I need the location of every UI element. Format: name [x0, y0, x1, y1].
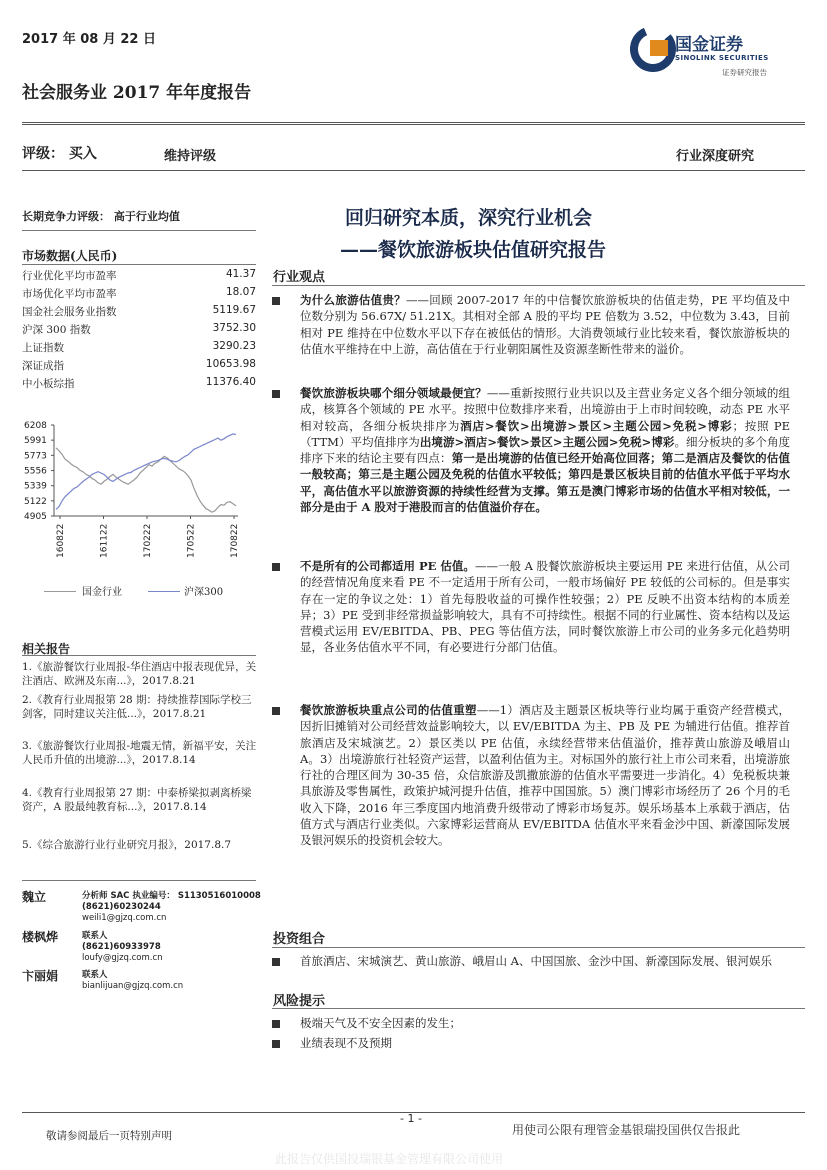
analyst-info — [82, 970, 183, 992]
related-report-item[interactable]: 2.《教育行业周报第 28 期：持续推荐国际学校三剑客，同时建议关注低...》，2017.8.21 — [22, 694, 252, 720]
series-line-industry — [56, 448, 236, 512]
long-term-rating: 长期竞争力评级： 高于行业均值 — [22, 210, 180, 223]
analyst-line: 联系人 — [82, 970, 108, 980]
footer-watermark: 此报告仅供国投瑞银基金管理有限公司使用 — [275, 1152, 504, 1166]
analyst-line: (8621)60933978 — [82, 942, 161, 952]
market-label: 市场优化平均市盈率 — [22, 288, 117, 300]
x-tick-label: 160822 — [56, 523, 66, 558]
related-report-item[interactable]: 5.《综合旅游行业行业研究月报》，2017.8.7 — [22, 839, 232, 851]
market-value: 10653.98 — [205, 358, 256, 370]
body-text: ——回顾 2007-2017 年的中信餐饮旅游板块的估值走势，PE 平均值及中位数分别为 56.67X/ 51.21X。其相对全部 A 股的平均 PE 倍数为 3.52，中位数为 3.43，目前相对 PE 维持在中位数水平以下存在被低估的情形。大消费领域行业比较来看，餐饮旅游板块的估值水平维持在中上游，高估值在于行业朝阳属性及资源垄断性带来的溢价。 — [300, 293, 791, 356]
market-label: 中小板综指 — [22, 378, 75, 390]
x-tick-label: 170822 — [230, 523, 240, 558]
bullet-icon — [272, 563, 280, 571]
emphasis-text: 第一是出境游的估值已经开始高位回落；第二是酒店及餐饮的估值一般较高；第三是主题公园及免税的估值水平较低；第四是景区板块目前的估值水平低于平均水平，高估值水平以旅游资源的持续性经营为支撑。第五是澳门博彩市场的估值水平相对较低，一部分是由于 A 股对于港股而言的估值溢价存在。 — [300, 451, 790, 515]
market-value: 11376.40 — [205, 376, 256, 388]
market-row — [22, 268, 256, 284]
analyst-line: (8621)60230244 — [82, 902, 161, 912]
body-text: 。细分板块的多个角度排序下来的结论主要有四点： — [300, 434, 790, 466]
section-title-portfolio: 投资组合 — [273, 932, 326, 947]
x-tick-label: 170222 — [143, 523, 153, 558]
emphasis-text: 酒店>餐饮>出境游>景区>主题公园>免税>博彩 — [460, 418, 733, 433]
emphasis-text: 出境游>酒店>餐饮>景区>主题公园>免税>博彩 — [419, 434, 675, 449]
market-label: 沪深 300 指数 — [22, 324, 91, 336]
market-value: 18.07 — [225, 286, 256, 298]
related-report-item[interactable]: 1.《旅游餐饮行业周报-华住酒店中报表现优异，关注酒店、欧洲及东南...》，2017.8.21 — [22, 661, 257, 687]
view-paragraph — [300, 292, 790, 357]
emphasis-text: 餐饮旅游板块重点公司的估值重塑 — [300, 703, 477, 717]
rating: 评级： 买入 — [22, 146, 97, 162]
market-row — [22, 322, 256, 338]
market-value: 5119.67 — [212, 304, 256, 316]
analyst-line: 联系人 — [82, 931, 108, 941]
section-divider — [272, 285, 805, 286]
analyst-divider — [22, 880, 256, 881]
market-row — [22, 286, 256, 302]
body-text: ——1）酒店及主题景区板块等行业均属于重资产经营模式，因折旧摊销对公司经营效益影响较大，以 EV/EBITDA 为主、PB 及 PE 为辅进行估值。推荐首旅酒店及宋城演艺。2）景区类以 PE 估值，永续经营带来估值溢价，推荐黄山旅游及峨眉山 A。3）出境游旅行社轻资产运营，以盈利估值为主。对标国外的旅行社上市公司来看，出境游旅行社的合理区间为 30-35 倍，众信旅游及凯撒旅游的估值水平需要进一步消化。4）免税板块兼具旅游及零售属性，政策护城河提升估值，推荐中国国旅。5）澳门博彩市场经历了 26 个月的毛收入下降，2016 年三季度国内地消费升级带动了博彩市场复苏。娱乐场基本上承载于酒店，估值方式与酒店行业类似。六家博彩运营商从 EV/EBITDA 估值水平来看金沙中国、新濠国际发展及银河娱乐的投资机会较大。 — [300, 703, 790, 848]
view-paragraph — [300, 385, 790, 515]
analyst-name: 魏立 — [22, 890, 47, 904]
chart-series — [56, 434, 236, 512]
legend-swatch-hs300 — [148, 591, 180, 592]
bullet-icon — [272, 1020, 280, 1028]
header-divider — [22, 122, 805, 123]
y-tick-label: 5339 — [24, 481, 47, 492]
bullet-icon — [272, 958, 280, 966]
analyst-name: 卞丽娟 — [22, 969, 59, 983]
market-row — [22, 304, 256, 320]
section-title-risk: 风险提示 — [273, 994, 326, 1009]
footer-disclaimer: 敬请参阅最后一页特别声明 — [46, 1130, 172, 1142]
chart-y-ticks — [24, 421, 54, 522]
report-type: 行业深度研究 — [676, 149, 755, 164]
risk-item: 极端天气及不安全因素的发生； — [300, 1016, 461, 1030]
x-tick-label: 170522 — [186, 523, 197, 558]
market-divider — [22, 264, 256, 265]
market-label: 国金社会服务业指数 — [22, 306, 117, 318]
legend-label: 沪深300 — [184, 587, 224, 598]
report-title: 社会服务业 2017 年年度报告 — [22, 83, 252, 103]
sinolink-logo-icon — [630, 26, 676, 72]
body-text: ——重新按照行业共识以及主营业务定义各个细分领域的组成，核算各个领域的 PE 水平。按照中位数排序来看，出境游由于上市时间较晚，动态 PE 水平相对较高，各细分板块排序为 — [300, 386, 791, 433]
market-label: 上证指数 — [22, 342, 64, 354]
section-divider — [272, 947, 805, 948]
header-divider-2 — [22, 124, 805, 125]
emphasis-text: 餐饮旅游板块哪个细分领域最便宜？ — [300, 386, 487, 400]
x-tick-label: 161122 — [99, 523, 110, 558]
portfolio-text: 首旅酒店、宋城演艺、黄山旅游、峨眉山 A、中国国旅、金沙中国、新濠国际发展、银河娱乐 — [300, 954, 772, 968]
bullet-icon — [272, 390, 280, 398]
market-value: 3752.30 — [212, 322, 256, 334]
chart-legend — [44, 583, 264, 599]
main-subtitle: ——餐饮旅游板块估值研究报告 — [340, 239, 607, 261]
view-paragraph — [300, 702, 790, 849]
legend-swatch-industry — [44, 591, 76, 592]
emphasis-text: 不是所有的公司都适用 PE 估值。 — [300, 559, 475, 573]
analyst-email[interactable]: loufy@gjzq.com.cn — [82, 953, 163, 963]
bullet-icon — [272, 707, 280, 715]
y-tick-label: 5122 — [24, 496, 47, 507]
main-title: 回归研究本质，深究行业机会 — [345, 207, 593, 229]
related-report-item[interactable]: 4.《教育行业周报第 27 期：中泰桥梁拟剥离桥梁资产，A 股最纯教育标...》，2017.8.14 — [22, 787, 252, 813]
rating-status: 维持评级 — [164, 149, 217, 164]
logo-subtitle: 证券研究报告 — [722, 68, 767, 77]
footer-notice: 用使司公限有理管金基银瑞投国供仅告报此 — [512, 1123, 741, 1137]
y-tick-label: 4905 — [24, 512, 47, 522]
y-tick-label: 5556 — [24, 466, 47, 477]
index-chart — [22, 415, 262, 565]
logo-name: 国金证券 — [675, 35, 743, 55]
analyst-email[interactable]: bianlijuan@gjzq.com.cn — [82, 981, 184, 991]
related-report-item[interactable]: 3.《旅游餐饮行业周报-地震无情，新福平安，关注人民币升值的出境游...》，2017.8.14 — [22, 740, 257, 766]
market-label: 深证成指 — [22, 360, 64, 372]
related-divider — [22, 655, 256, 656]
market-label: 行业优化平均市盈率 — [22, 270, 117, 282]
sidebar-divider — [22, 230, 256, 231]
body-text: ——一般 A 股餐饮旅游板块主要运用 PE 来进行估值，从公司的经营情况角度来看 PE 不一定适用于所有公司，一般市场偏好 PE 较低的公司标的。但是事实存在一定的争议之处：1）首先每股收益的可操作性较强；2）PE 反映不出资本结构的本质差异；3）PE 受到非经常损益影响较大，具有不可持续性。根据不同的行业属性、资本结构以及运营模式运用 EV/EBITDA、PB、PEG 等估值方法，同时餐饮旅游上市公司的业务多元化趋势明显，各业务估值水平不同，有必要进行分部门估值。 — [300, 559, 791, 655]
legend-label: 国金行业 — [82, 587, 122, 598]
page-number: - 1 - — [400, 1112, 422, 1125]
y-tick-label: 6208 — [24, 421, 47, 431]
market-row — [22, 358, 256, 374]
risk-item: 业绩表现不及预期 — [300, 1036, 392, 1050]
view-paragraph — [300, 558, 790, 656]
analyst-line: 分析师 SAC 执业编号： S1130516010008 — [82, 891, 261, 901]
analyst-info — [82, 931, 163, 964]
market-value: 3290.23 — [212, 340, 256, 352]
body-text: ；按照 PE（TTM）平均值排序为 — [300, 418, 791, 449]
analyst-email[interactable]: weili1@gjzq.com.cn — [82, 913, 167, 923]
market-row — [22, 340, 256, 356]
y-tick-label: 5773 — [24, 451, 47, 462]
related-reports-title: 相关报告 — [22, 642, 71, 656]
chart-x-ticks — [56, 516, 240, 558]
market-row — [22, 376, 256, 392]
section-title-view: 行业观点 — [273, 270, 326, 285]
emphasis-text: 为什么旅游估值贵？ — [300, 293, 406, 307]
market-data-title: 市场数据(人民币) — [22, 249, 118, 263]
report-date: 2017 年 08 月 22 日 — [22, 32, 156, 47]
y-tick-label: 5991 — [24, 436, 47, 447]
bullet-icon — [272, 1040, 280, 1048]
bullet-icon — [272, 297, 280, 305]
analyst-info — [82, 891, 261, 924]
market-value: 41.37 — [225, 268, 256, 280]
section-divider — [272, 1008, 805, 1009]
logo-english-name: SINOLINK SECURITIES — [675, 54, 769, 62]
analyst-name: 楼枫烨 — [22, 930, 59, 944]
rating-divider — [22, 170, 805, 171]
